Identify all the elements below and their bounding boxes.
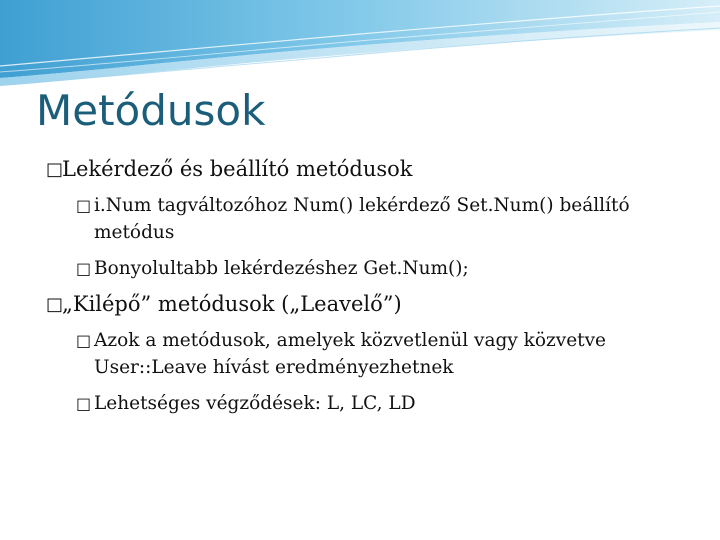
bullet-item	[46, 291, 706, 318]
sub-bullet-item	[76, 192, 706, 246]
bullet-list	[46, 156, 706, 426]
sub-bullet-text: Bonyolultabb lekérdezéshez Get.Num();	[94, 258, 469, 279]
square-bullet-icon	[76, 255, 91, 282]
bullet-item	[46, 156, 706, 183]
bullet-text: Lekérdező és beállító metódusok	[62, 157, 413, 181]
sub-bullet-text: Azok a metódusok, amelyek közvetlenül vagy közvetve User::Leave hívást eredményezhetnek	[94, 330, 607, 378]
bullet-text: „Kilépő” metódusok („Leavelő”)	[62, 292, 402, 316]
square-bullet-icon	[46, 291, 63, 318]
header-wave-decoration	[0, 0, 720, 90]
sub-bullet-text: i.Num tagváltozóhoz Num() lekérdező Set.Num() beállító metódus	[94, 195, 630, 243]
square-bullet-icon	[76, 327, 91, 354]
sub-bullet-text: Lehetséges végződések: L, LC, LD	[94, 393, 416, 414]
square-bullet-icon	[76, 192, 91, 219]
square-bullet-icon	[76, 390, 91, 417]
slide-title: Metódusok	[36, 86, 266, 135]
sub-bullet-item	[76, 390, 706, 417]
square-bullet-icon	[46, 156, 63, 183]
sub-bullet-item	[76, 327, 706, 381]
sub-bullet-item	[76, 255, 706, 282]
